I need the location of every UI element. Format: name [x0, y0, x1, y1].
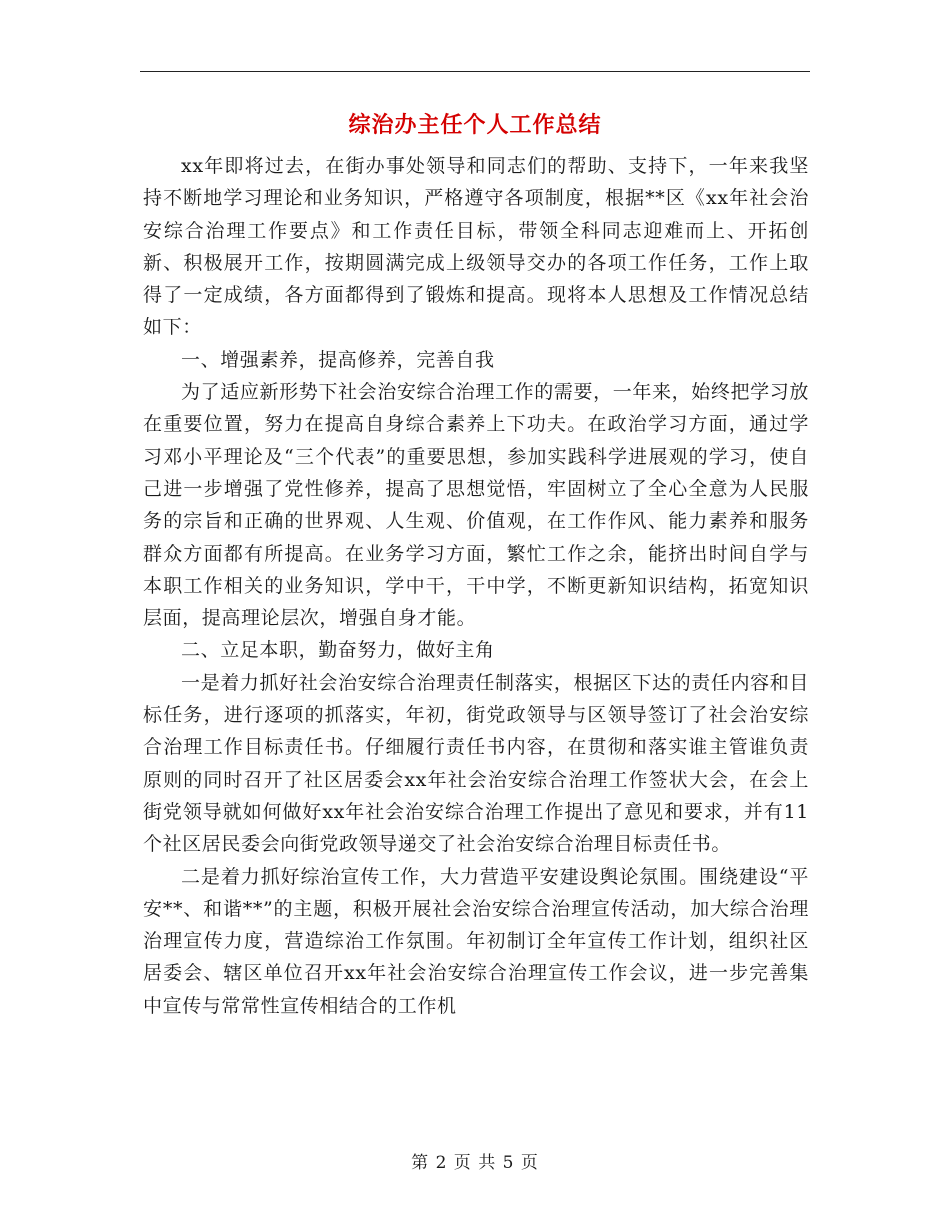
paragraph-publicity: 二是着力抓好综治宣传工作，大力营造平安建设舆论氛围。围绕建设“平安**、和谐**”的主题，积极开展社会治安综合治理宣传活动，加大综合治理治理宣传力度，营造综治工作氛围。年初制订全年宣传工作计划，组织社区居委会、辖区单位召开xx年社会治安综合治理宣传工作会议，进一步完善集中宣传与常常性宣传相结合的工作机	[143, 865, 809, 1017]
page-footer: 第 2 页 共 5 页	[411, 1153, 539, 1173]
section-heading-1: 一、增强素养，提高修养，完善自我	[181, 348, 495, 371]
document-title: 综治办主任个人工作总结	[348, 113, 602, 138]
header-rule	[140, 71, 810, 72]
document-body	[143, 150, 809, 1022]
paragraph-study: 为了适应新形势下社会治安综合治理工作的需要，一年来，始终把学习放在重要位置，努力在提高自身综合素养上下功夫。在政治学习方面，通过学习邓小平理论及“三个代表”的重要思想，参加实践科学进展观的学习，使自己进一步增强了党性修养，提高了思想觉悟，牢固树立了全心全意为人民服务的宗旨和正确的世界观、人生观、价值观，在工作作风、能力素养和服务群众方面都有所提高。在业务学习方面，繁忙工作之余，能挤出时间自学与本职工作相关的业务知识，学中干，干中学，不断更新知识结构，拓宽知识层面，提高理论层次，增强自身才能。	[143, 381, 809, 630]
section-heading-2: 二、立足本职，勤奋努力，做好主角	[181, 639, 495, 662]
paragraph-intro: xx年即将过去，在街办事处领导和同志们的帮助、支持下，一年来我坚持不断地学习理论和业务知识，严格遵守各项制度，根据**区《xx年社会治安综合治理工作要点》和工作责任目标，带领全科同志迎难而上、开拓创新、积极展开工作，按期圆满完成上级领导交办的各项工作任务，工作上取得了一定成绩，各方面都得到了锻炼和提高。现将本人思想及工作情况总结如下：	[143, 155, 809, 339]
paragraph-responsibility: 一是着力抓好社会治安综合治理责任制落实，根据区下达的责任内容和目标任务，进行逐项的抓落实，年初，街党政领导与区领导签订了社会治安综合治理工作目标责任书。仔细履行责任书内容，在贯彻和落实谁主管谁负责原则的同时召开了社区居委会xx年社会治安综合治理工作签状大会，在会上街党领导就如何做好xx年社会治安综合治理工作提出了意见和要求，并有11个社区居民委会向街党政领导递交了社会治安综合治理目标责任书。	[143, 671, 809, 856]
